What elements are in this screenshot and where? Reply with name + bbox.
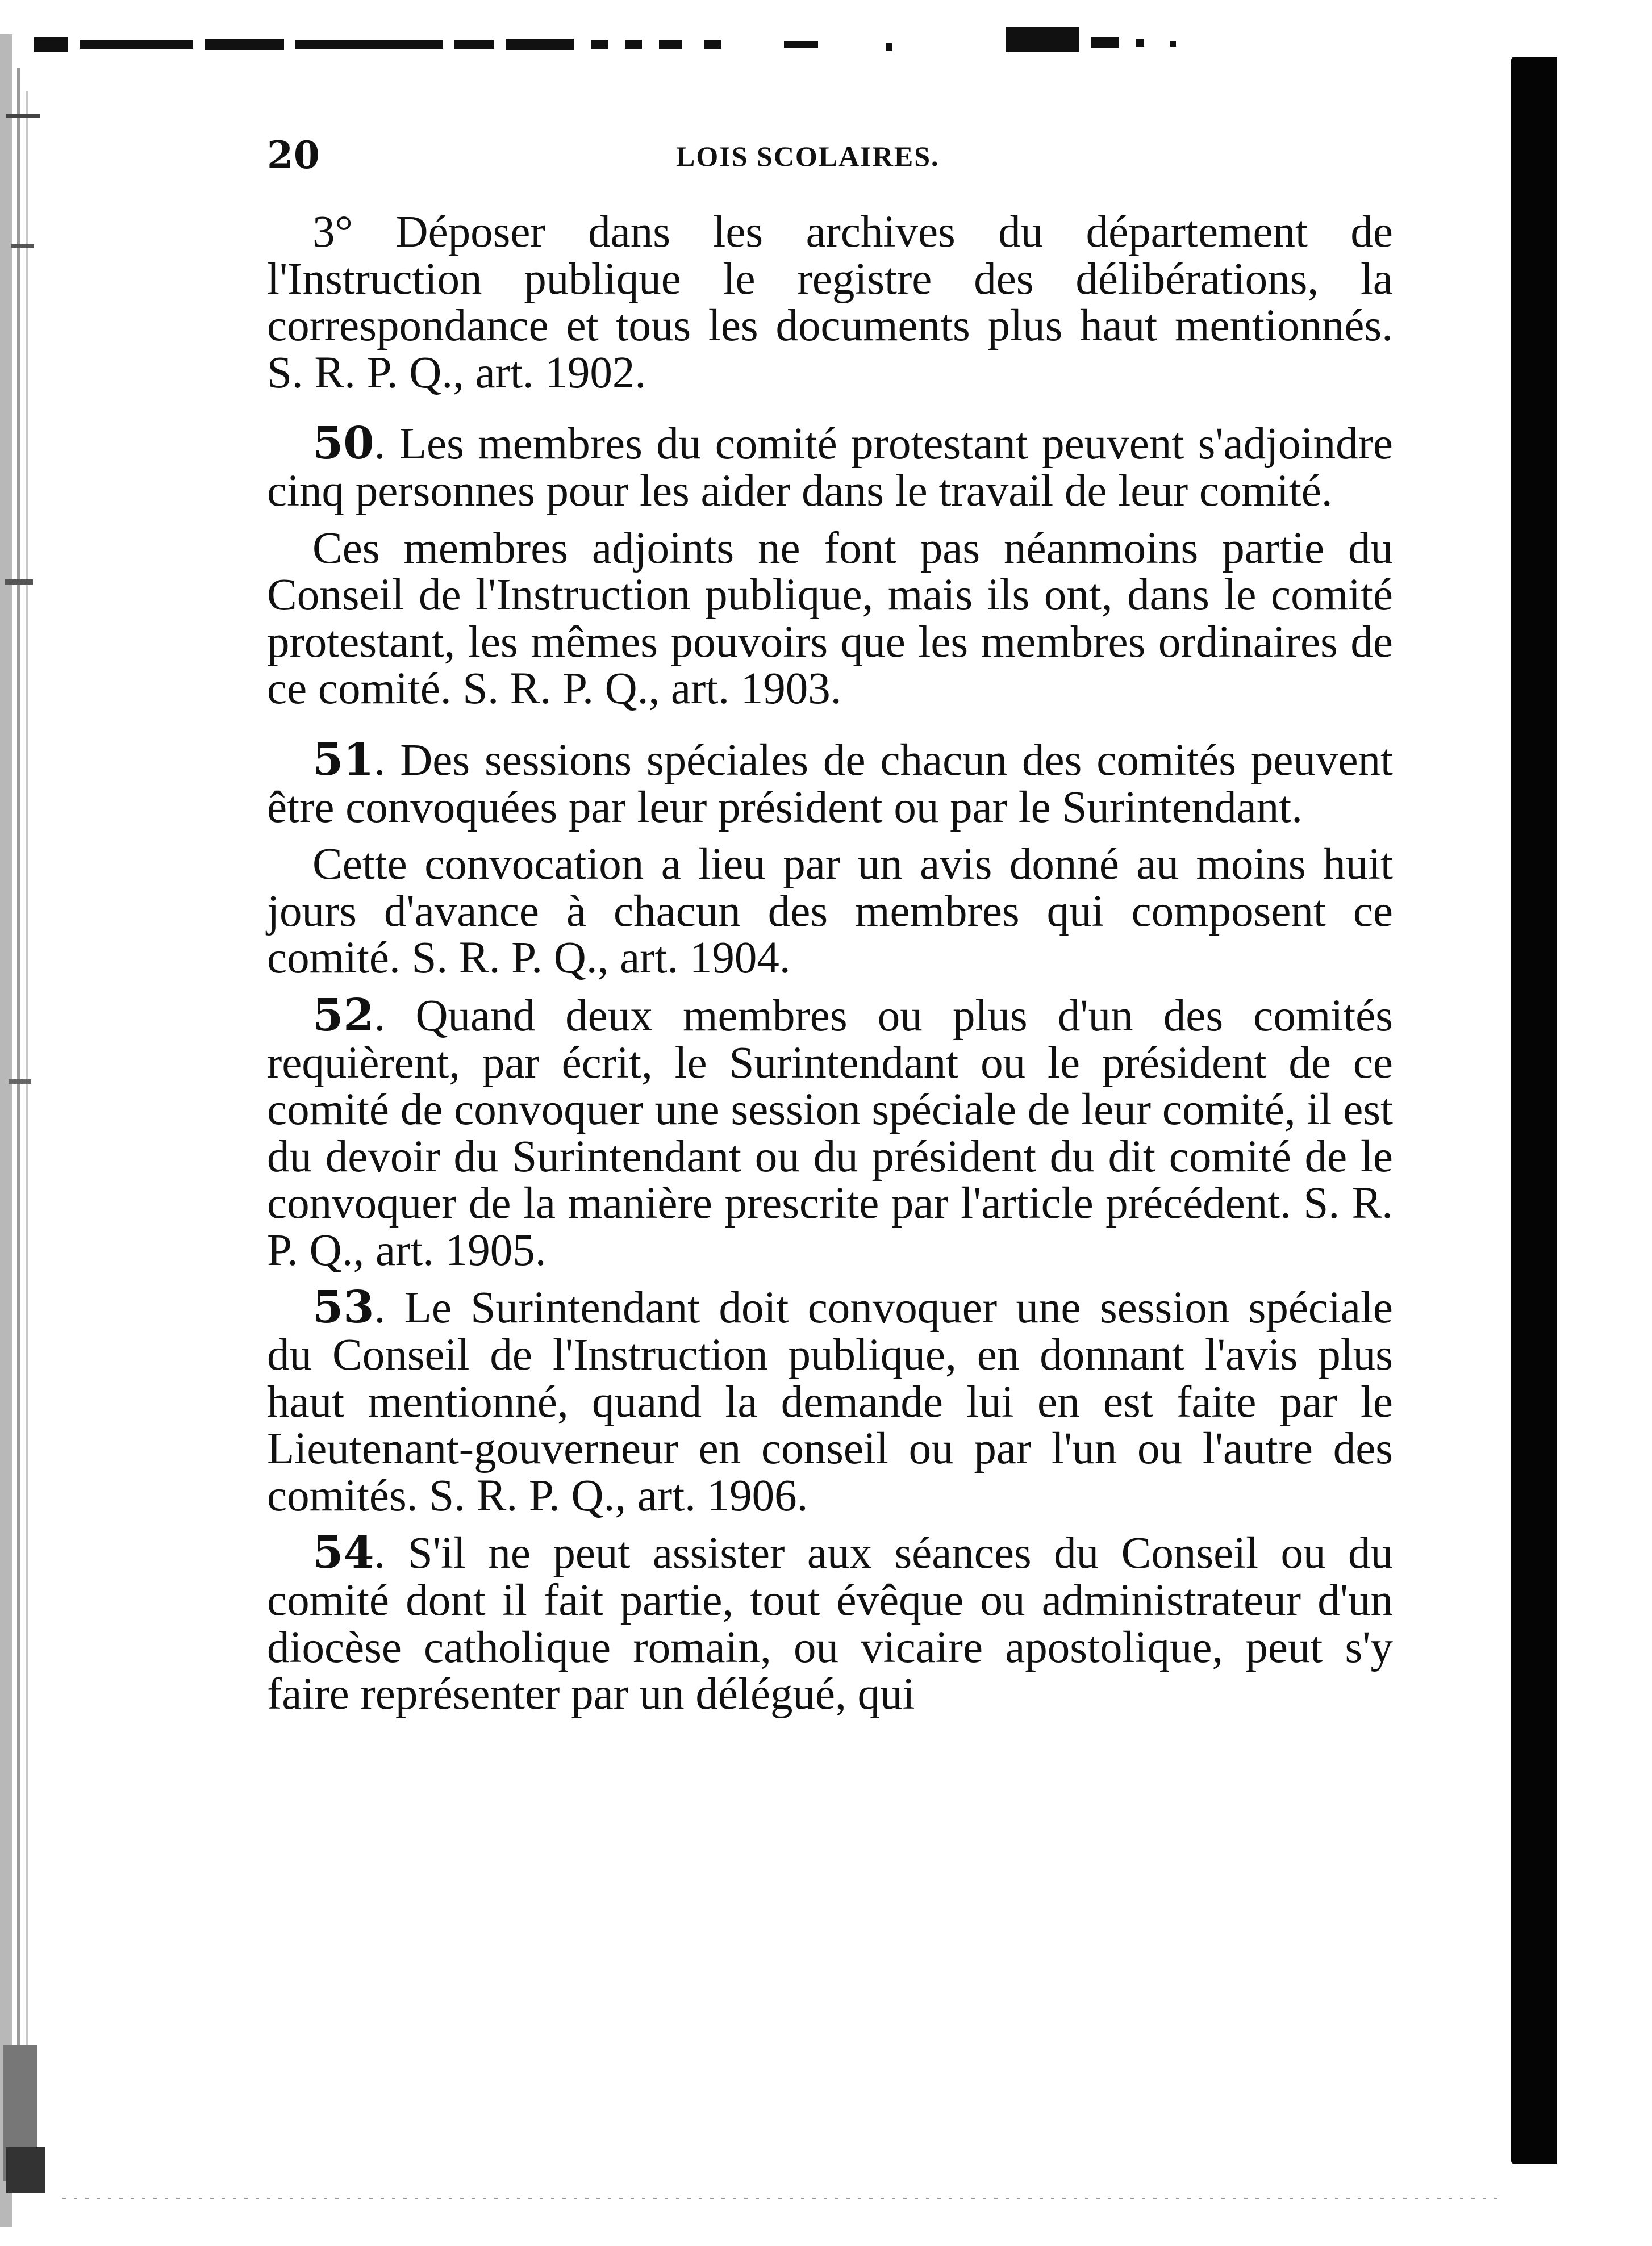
article-text: . Le Surintendant doit convoquer une session spéciale du Conseil de l'Instruction publique, en donnant l'avis plus haut mentionné, quand la demande lui en est faite par le Lieutenant-gouverneur en conseil ou par l'un ou l'autre des comités. S. R. P. Q., art. 1906. xyxy=(267,1283,1393,1521)
article-50 xyxy=(267,420,1393,515)
scan-noise-top xyxy=(34,27,1255,56)
paragraph-membres-adjoints xyxy=(267,525,1393,713)
article-54 xyxy=(267,1527,1393,1719)
page-number: 20 xyxy=(267,133,320,177)
article-text: . S'il ne peut assister aux séances du Conseil ou du comité dont il fait partie, tout évêque ou administrateur d'un diocèse catholique romain, ou vicaire apostolique, peut s'y faire représenter par un délégué, qui xyxy=(267,1529,1393,1719)
scan-edge-black-bar xyxy=(1511,57,1557,2164)
paragraph-convocation xyxy=(267,841,1393,982)
article-51 xyxy=(267,733,1393,832)
paragraph-text: Cette convocation a lieu par un avis donné au moins huit jours d'avance à chacun des membres qui composent ce comité. S. R. P. Q., art. 1904. xyxy=(267,840,1393,983)
body-text xyxy=(267,209,1393,1718)
page-header xyxy=(267,130,1392,186)
article-text: . Des sessions spéciales de chacun des comités peuvent être convoquées par leur président ou par le Surintendant. xyxy=(267,735,1393,832)
scan-noise-left-margin xyxy=(0,0,62,2246)
paragraph-text: 3° Déposer dans les archives du département de l'Instruction publique le registre des délibérations, la correspondance et tous les documents plus haut mentionnés. S. R. P. Q., art. 1902. xyxy=(267,207,1393,398)
article-number: 52 xyxy=(312,989,374,1041)
article-number: 51 xyxy=(312,733,374,786)
article-number: 54 xyxy=(312,1527,374,1579)
paragraph-text: Ces membres adjoints ne font pas néanmoins partie du Conseil de l'Instruction publique, mais ils ont, dans le comité protestant, les mêmes pouvoirs que les membres ordinaires de ce comité. S. R. P. Q., art. 1903. xyxy=(267,523,1393,714)
article-text: . Quand deux membres ou plus d'un des comités requièrent, par écrit, le Surintendant ou le président de ce comité de convoquer une session spéciale de leur comité, il est du devoir du Surintendant ou du président du dit comité de le convoquer de la manière prescrite par l'article précédent. S. R. P. Q., art. 1905. xyxy=(267,991,1393,1275)
article-number: 53 xyxy=(312,1281,374,1334)
paragraph-3-deposer xyxy=(267,209,1393,396)
article-text: . Les membres du comité protestant peuvent s'adjoindre cinq personnes pour les aider dans le travail de leur comité. xyxy=(267,419,1393,516)
running-title: LOIS SCOLAIRES. xyxy=(676,140,940,172)
article-53 xyxy=(267,1281,1393,1521)
article-number: 50 xyxy=(312,418,374,470)
article-52 xyxy=(267,989,1393,1275)
scan-noise-bottom xyxy=(62,2193,1505,2204)
